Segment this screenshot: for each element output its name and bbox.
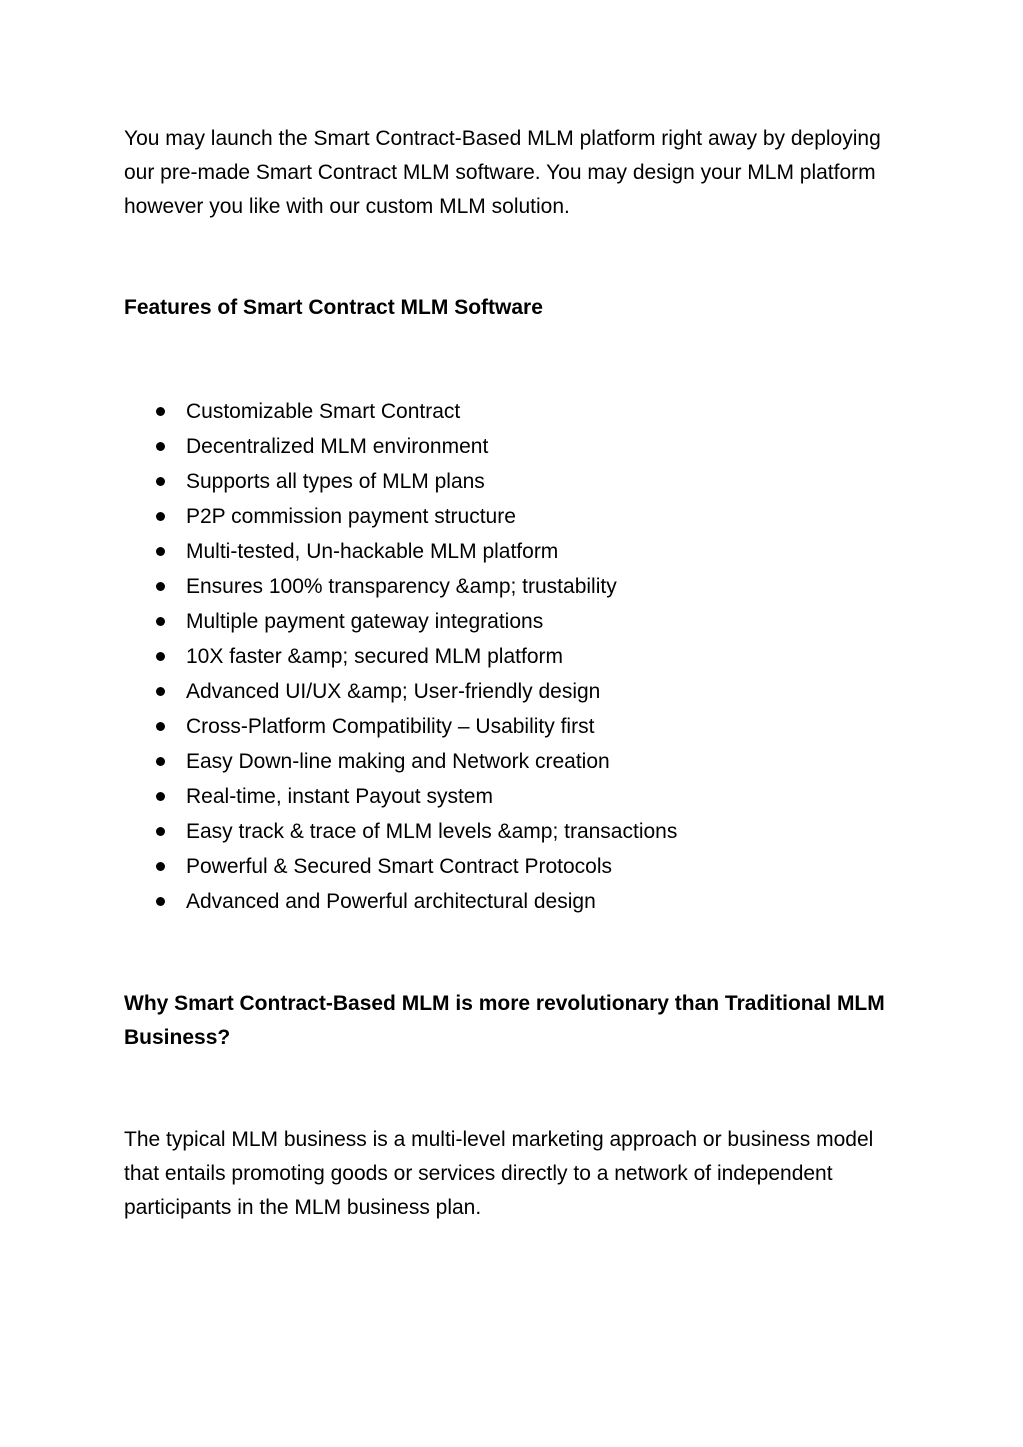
bullet-icon bbox=[156, 687, 165, 696]
bullet-icon bbox=[156, 582, 165, 591]
feature-text: Customizable Smart Contract bbox=[186, 400, 461, 423]
feature-text: 10X faster &amp; secured MLM platform bbox=[186, 645, 563, 668]
feature-text: Supports all types of MLM plans bbox=[186, 470, 485, 493]
list-item bbox=[124, 394, 924, 429]
feature-text: Real-time, instant Payout system bbox=[186, 785, 493, 808]
list-item bbox=[124, 849, 924, 884]
list-item bbox=[124, 604, 924, 639]
feature-text: Powerful & Secured Smart Contract Protocols bbox=[186, 855, 613, 878]
list-item bbox=[124, 534, 924, 569]
feature-text: Multi-tested, Un-hackable MLM platform bbox=[186, 540, 559, 563]
list-item bbox=[124, 639, 924, 674]
bullet-icon bbox=[156, 617, 165, 626]
bullet-icon bbox=[156, 477, 165, 486]
bullet-icon bbox=[156, 652, 165, 661]
feature-text: Cross-Platform Compatibility – Usability first bbox=[186, 715, 595, 738]
list-item bbox=[124, 464, 924, 499]
list-item bbox=[124, 674, 924, 709]
list-item bbox=[124, 884, 924, 919]
why-heading: Why Smart Contract-Based MLM is more revolutionary than Traditional MLM Business? bbox=[124, 992, 885, 1049]
list-item bbox=[124, 429, 924, 464]
bullet-icon bbox=[156, 442, 165, 451]
bullet-icon bbox=[156, 722, 165, 731]
bullet-icon bbox=[156, 792, 165, 801]
bullet-icon bbox=[156, 862, 165, 871]
list-item bbox=[124, 709, 924, 744]
feature-text: Easy Down-line making and Network creation bbox=[186, 750, 610, 773]
list-item bbox=[124, 744, 924, 779]
closing-paragraph: The typical MLM business is a multi-level marketing approach or business model that entails promoting goods or services directly to a network of independent participants in the MLM business plan. bbox=[124, 1128, 874, 1219]
list-item bbox=[124, 779, 924, 814]
feature-list bbox=[124, 394, 924, 919]
feature-text: Advanced UI/UX &amp; User-friendly design bbox=[186, 680, 601, 703]
list-item bbox=[124, 814, 924, 849]
bullet-icon bbox=[156, 757, 165, 766]
bullet-icon bbox=[156, 547, 165, 556]
list-item bbox=[124, 499, 924, 534]
bullet-icon bbox=[156, 407, 165, 416]
feature-text: Decentralized MLM environment bbox=[186, 435, 489, 458]
intro-paragraph: You may launch the Smart Contract-Based MLM platform right away by deploying our pre-made Smart Contract MLM software. You may design your MLM platform however you like with our custom MLM solution. bbox=[124, 127, 881, 218]
feature-text: Advanced and Powerful architectural design bbox=[186, 890, 596, 913]
bullet-icon bbox=[156, 897, 165, 906]
feature-text: Easy track & trace of MLM levels &amp; transactions bbox=[186, 820, 678, 843]
list-item bbox=[124, 569, 924, 604]
bullet-icon bbox=[156, 827, 165, 836]
feature-text: P2P commission payment structure bbox=[186, 505, 516, 528]
feature-text: Ensures 100% transparency &amp; trustability bbox=[186, 575, 617, 598]
feature-text: Multiple payment gateway integrations bbox=[186, 610, 544, 633]
bullet-icon bbox=[156, 512, 165, 521]
features-heading: Features of Smart Contract MLM Software bbox=[124, 296, 543, 319]
